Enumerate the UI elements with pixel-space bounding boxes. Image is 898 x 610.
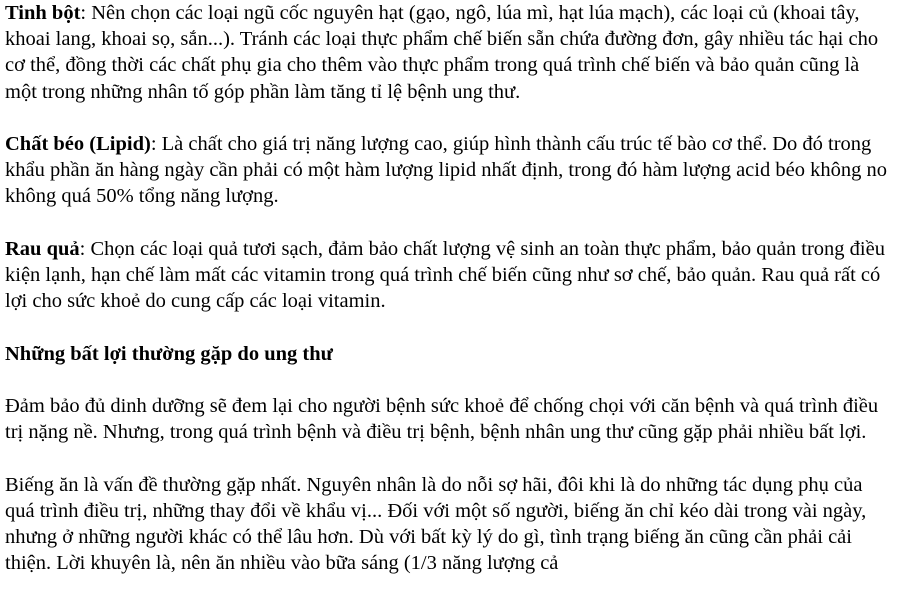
paragraph-vegetables-text: : Chọn các loại quả tươi sạch, đảm bảo chất lượng vệ sinh an toàn thực phẩm, bảo quản trong điều kiện lạnh, hạn chế làm mất các vitamin trong quá trình chế biến cũng như sơ chế, bảo quản. Rau quả rất có lợi cho sức khoẻ do cung cấp các loại vitamin. [5, 237, 885, 313]
term-lipid: Chất béo (Lipid) [5, 133, 151, 155]
paragraph-lipid-text: : Là chất cho giá trị năng lượng cao, giúp hình thành cấu trúc tế bào cơ thể. Do đó trong khẩu phần ăn hàng ngày cần phải có một hàm lượng lipid nhất định, trong đó hàm lượng acid béo không no không quá 50% tổng năng lượng. [5, 133, 887, 208]
term-vegetables: Rau quả [5, 237, 80, 260]
document-page [5, 0, 895, 603]
paragraph-starch [5, 0, 895, 105]
paragraph-starch-text: : Nên chọn các loại ngũ cốc nguyên hạt (gạo, ngô, lúa mì, hạt lúa mạch), các loại củ (khoai tây, khoai lang, khoai sọ, sắn...). Tránh các loại thực phẩm chế biến sẵn chứa đường đơn, gây nhiều tác hại cho cơ thể, đồng thời các chất phụ gia cho thêm vào thực phẩm trong quá trình chế biến và bảo quản cũng là một trong những nhân tố góp phần làm tăng tỉ lệ bệnh ung thư. [5, 2, 879, 103]
body-paragraph-nutrition: Đảm bảo đủ dinh dưỡng sẽ đem lại cho người bệnh sức khoẻ để chống chọi với căn bệnh và quá trình điều trị nặng nề. Nhưng, trong quá trình bệnh và điều trị bệnh, bệnh nhân ung thư cũng gặp phải nhiều bất lợi. [5, 394, 879, 444]
term-starch: Tinh bột [5, 2, 81, 24]
paragraph-vegetables [5, 236, 895, 315]
section-heading: Những bất lợi thường gặp do ung thư [5, 342, 333, 365]
paragraph-lipid [5, 131, 895, 210]
body-paragraph-appetite: Biếng ăn là vấn đề thường gặp nhất. Nguyên nhân là do nỗi sợ hãi, đôi khi là do những tác dụng phụ của quá trình điều trị, những thay đổi về khẩu vị... Đối với một số người, biếng ăn chỉ kéo dài trong vài ngày, nhưng ở những người khác có thể lâu hơn. Dù với bất kỳ lý do gì, tình trạng biếng ăn cũng cần phải cải thiện. Lời khuyên là, nên ăn nhiều vào bữa sáng (1/3 năng lượng cả [5, 473, 867, 575]
